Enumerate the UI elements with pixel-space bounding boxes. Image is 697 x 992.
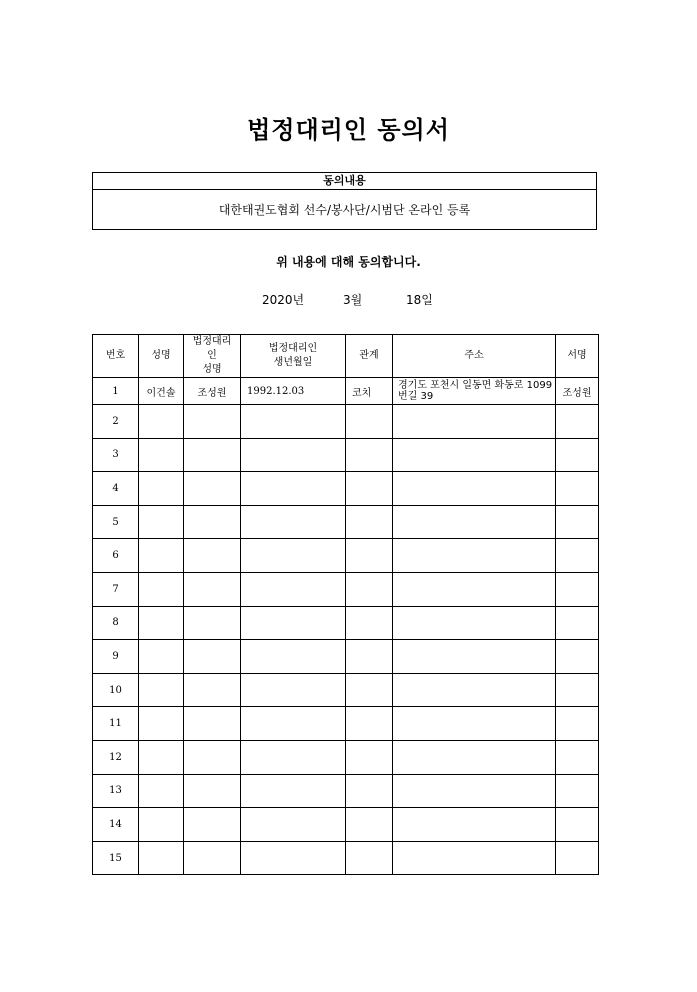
cell-signature <box>556 438 599 472</box>
header-name: 성명 <box>139 335 184 378</box>
cell-name <box>139 606 184 640</box>
cell-number: 7 <box>93 572 139 606</box>
cell-number: 15 <box>93 841 139 875</box>
cell-address <box>393 808 556 842</box>
header-guardian-birth-line1: 법정대리인 <box>268 343 318 354</box>
cell-relation: 코치 <box>346 378 393 405</box>
header-guardian-name-line1: 법정대리 <box>192 336 232 347</box>
header-guardian-name <box>184 335 241 378</box>
cell-name <box>139 841 184 875</box>
cell-guardian-name <box>184 539 241 573</box>
cell-signature <box>556 606 599 640</box>
cell-birth <box>241 405 346 439</box>
cell-guardian-name <box>184 774 241 808</box>
cell-signature <box>556 841 599 875</box>
table-row <box>93 405 599 439</box>
date-day: 18일 <box>406 293 433 307</box>
cell-signature <box>556 505 599 539</box>
cell-number: 14 <box>93 808 139 842</box>
header-address: 주소 <box>393 335 556 378</box>
table-row <box>93 707 599 741</box>
cell-relation <box>346 673 393 707</box>
table-row <box>93 673 599 707</box>
header-relation: 관계 <box>346 335 393 378</box>
cell-number: 6 <box>93 539 139 573</box>
cell-address <box>393 572 556 606</box>
date-year: 2020년 <box>262 293 305 307</box>
cell-signature <box>556 472 599 506</box>
cell-birth <box>241 673 346 707</box>
cell-name <box>139 640 184 674</box>
table-row <box>93 740 599 774</box>
cell-relation <box>346 572 393 606</box>
cell-guardian-name <box>184 740 241 774</box>
cell-relation <box>346 707 393 741</box>
cell-birth <box>241 707 346 741</box>
cell-signature <box>556 673 599 707</box>
cell-address <box>393 505 556 539</box>
cell-number: 10 <box>93 673 139 707</box>
cell-signature <box>556 740 599 774</box>
cell-relation <box>346 405 393 439</box>
cell-name <box>139 808 184 842</box>
cell-relation <box>346 740 393 774</box>
cell-relation <box>346 472 393 506</box>
cell-name <box>139 572 184 606</box>
cell-signature <box>556 808 599 842</box>
cell-relation <box>346 539 393 573</box>
cell-address: 경기도 포천시 일동면 화동로 1099번길 39 <box>393 378 556 405</box>
table-row <box>93 808 599 842</box>
cell-address <box>393 539 556 573</box>
table-row <box>93 378 599 405</box>
cell-birth <box>241 841 346 875</box>
cell-guardian-name <box>184 640 241 674</box>
cell-guardian-name <box>184 673 241 707</box>
cell-name <box>139 505 184 539</box>
cell-birth <box>241 640 346 674</box>
cell-birth <box>241 572 346 606</box>
cell-number: 3 <box>93 438 139 472</box>
agreement-text: 위 내용에 대해 동의합니다. <box>276 255 421 269</box>
header-guardian-birth <box>241 335 346 378</box>
cell-guardian-name <box>184 606 241 640</box>
cell-name <box>139 673 184 707</box>
header-guardian-name-line2: 인 <box>207 350 217 361</box>
cell-name <box>139 740 184 774</box>
cell-relation <box>346 774 393 808</box>
cell-address <box>393 841 556 875</box>
cell-name <box>139 405 184 439</box>
table-body <box>93 378 599 875</box>
table-row <box>93 438 599 472</box>
table-row <box>93 606 599 640</box>
cell-signature <box>556 572 599 606</box>
consent-header: 동의내용 <box>93 173 596 190</box>
cell-birth <box>241 472 346 506</box>
cell-guardian-name <box>184 572 241 606</box>
cell-guardian-name <box>184 707 241 741</box>
cell-signature <box>556 539 599 573</box>
cell-birth <box>241 606 346 640</box>
table-row <box>93 505 599 539</box>
cell-relation <box>346 505 393 539</box>
consent-content: 대한태권도협회 선수/봉사단/시범단 온라인 등록 <box>218 203 471 217</box>
cell-relation <box>346 841 393 875</box>
cell-name <box>139 438 184 472</box>
cell-relation <box>346 640 393 674</box>
header-number: 번호 <box>93 335 139 378</box>
table-row <box>93 539 599 573</box>
cell-birth <box>241 774 346 808</box>
cell-guardian-name <box>184 405 241 439</box>
header-guardian-birth-line2: 생년월일 <box>273 357 313 368</box>
cell-guardian-name <box>184 841 241 875</box>
cell-number: 5 <box>93 505 139 539</box>
cell-number: 13 <box>93 774 139 808</box>
cell-number: 12 <box>93 740 139 774</box>
cell-signature <box>556 707 599 741</box>
cell-name <box>139 774 184 808</box>
cell-relation <box>346 606 393 640</box>
cell-guardian-name <box>184 505 241 539</box>
cell-name: 이건솔 <box>139 378 184 405</box>
cell-address <box>393 774 556 808</box>
table-row <box>93 640 599 674</box>
consent-box <box>92 172 597 230</box>
cell-address <box>393 740 556 774</box>
table-row <box>93 472 599 506</box>
cell-name <box>139 472 184 506</box>
header-signature: 서명 <box>556 335 599 378</box>
cell-name <box>139 707 184 741</box>
cell-address <box>393 673 556 707</box>
cell-signature <box>556 405 599 439</box>
cell-signature: 조성원 <box>556 378 599 405</box>
cell-address <box>393 405 556 439</box>
cell-address <box>393 640 556 674</box>
cell-address <box>393 707 556 741</box>
cell-number: 1 <box>93 378 139 405</box>
cell-number: 11 <box>93 707 139 741</box>
cell-guardian-name <box>184 472 241 506</box>
cell-birth <box>241 438 346 472</box>
cell-birth <box>241 539 346 573</box>
table-row <box>93 572 599 606</box>
cell-birth <box>241 808 346 842</box>
cell-address <box>393 438 556 472</box>
cell-signature <box>556 640 599 674</box>
table-header-row <box>93 335 599 378</box>
cell-address <box>393 472 556 506</box>
cell-guardian-name <box>184 438 241 472</box>
cell-guardian-name: 조성원 <box>184 378 241 405</box>
cell-number: 4 <box>93 472 139 506</box>
date-month: 3월 <box>343 293 363 307</box>
cell-birth: 1992.12.03 <box>241 378 346 405</box>
cell-number: 8 <box>93 606 139 640</box>
cell-number: 2 <box>93 405 139 439</box>
cell-signature <box>556 774 599 808</box>
table-row <box>93 841 599 875</box>
header-guardian-name-line3: 성명 <box>202 364 222 375</box>
cell-relation <box>346 808 393 842</box>
guardian-table <box>92 334 599 875</box>
table-row <box>93 774 599 808</box>
cell-guardian-name <box>184 808 241 842</box>
cell-relation <box>346 438 393 472</box>
cell-birth <box>241 740 346 774</box>
cell-name <box>139 539 184 573</box>
cell-number: 9 <box>93 640 139 674</box>
cell-address <box>393 606 556 640</box>
cell-birth <box>241 505 346 539</box>
document-title: 법정대리인 동의서 <box>247 116 450 144</box>
